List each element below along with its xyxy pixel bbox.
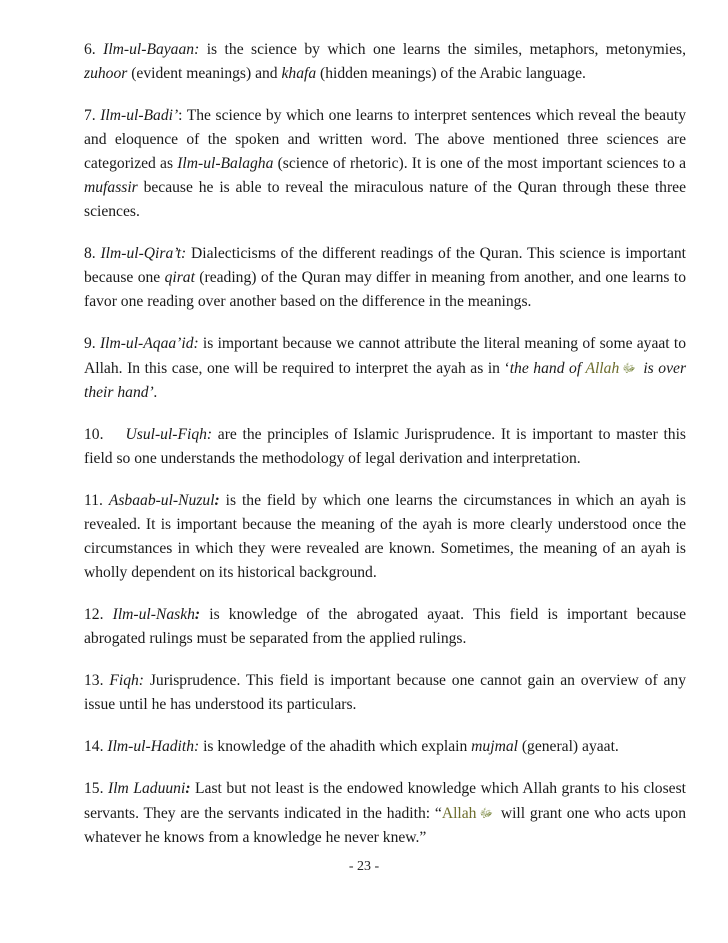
text-segment: are the principles of Islamic Jurisprudence. It is important to master this field so one understands the methodology of legal derivation and interpretation.	[84, 426, 686, 467]
paragraph-p9	[84, 332, 686, 405]
text-segment: 6.	[84, 41, 104, 58]
text-segment: is knowledge of the abrogated ayaat. This field is important because abrogated rulings must be separated from the applied rulings.	[84, 606, 686, 647]
text-segment: Asbaab-ul-Nuzul	[108, 492, 215, 509]
paragraph-p10	[84, 423, 686, 471]
text-segment: 10.	[84, 426, 104, 443]
text-segment: Ilm-ul-Hadith:	[107, 738, 200, 755]
text-segment: (hidden meanings) of the Arabic language.	[316, 65, 586, 82]
paragraph-p8	[84, 242, 686, 314]
page-body	[84, 38, 686, 868]
text-segment: Ilm-ul-Qira’t:	[100, 245, 187, 262]
honorific-glyph-icon: ﷻ	[622, 361, 636, 375]
paragraph-p6	[84, 38, 686, 86]
text-segment: 13.	[84, 672, 110, 689]
text-segment: is knowledge of the ahadith which explain	[199, 738, 472, 755]
text-segment: mufassir	[84, 179, 138, 196]
text-segment: Allah	[441, 805, 477, 822]
text-segment: Ilm-ul-Bayaan:	[103, 41, 200, 58]
text-segment: is the field by which one learns the circumstances in which an ayah is revealed. It is important because the meaning of the ayah is more clearly understood once the circumstances in which they were revealed are known. Sometimes, the meaning of an ayah is wholly dependent on its historical background.	[84, 492, 687, 581]
text-segment: is important because we cannot attribute the literal meaning of some ayaat to Allah. In this case, one will be required to interpret the ayah as in ‘	[84, 335, 687, 377]
text-segment: 14.	[84, 738, 108, 755]
text-segment: 9.	[84, 335, 100, 352]
text-segment: is over their hand’.	[84, 360, 687, 401]
text-segment: mujmal	[471, 738, 518, 755]
text-segment: (science of rhetoric). It is one of the most important sciences to a	[273, 155, 686, 172]
paragraph-p11	[84, 489, 686, 585]
paragraph-p7	[84, 104, 686, 224]
text-segment: Dialecticisms of the different readings of the Quran. This science is important because one	[84, 245, 687, 286]
text-segment: khafa	[281, 65, 317, 82]
text-segment: Ilm-ul-Badi’	[100, 107, 179, 124]
text-segment: (reading) of the Quran may differ in meaning from another, and one learns to favor one reading over another based on the difference in the meanings.	[84, 269, 686, 310]
text-segment: 12.	[84, 606, 113, 623]
text-segment: :	[194, 606, 201, 623]
text-segment: Ilm-ul-Balagha	[177, 155, 274, 172]
text-segment: (general) ayaat.	[517, 738, 619, 755]
text-segment: : The science by which one learns to interpret sentences which reveal the beauty and eloquence of the spoken and written word. The above mentioned three sciences are categorized as	[84, 107, 686, 172]
text-segment: Ilm Laduuni	[108, 780, 186, 797]
paragraph-p12	[84, 603, 686, 651]
honorific-glyph-icon: ﷻ	[479, 806, 494, 820]
text-segment: because he is able to reveal the miraculous nature of the Quran through these three sciences.	[84, 179, 686, 220]
text-segment: the hand of	[509, 360, 586, 377]
paragraph-p14	[84, 735, 686, 759]
text-segment: 15.	[84, 780, 109, 797]
text-segment: will grant one who acts upon whatever he knows from a knowledge he never knew.”	[84, 805, 686, 846]
text-segment: is the science by which one learns the similes, metaphors, metonymies,	[199, 41, 687, 58]
text-segment: :	[214, 492, 220, 509]
paragraph-p15	[84, 777, 686, 850]
text-segment: Ilm-ul-Aqaa’id:	[99, 335, 199, 352]
text-segment: Jurisprudence. This field is important because one cannot gain an overview of any issue until he has understood its particulars.	[84, 672, 687, 713]
text-segment: Last but not least is the endowed knowledge which Allah grants to his closest servants. They are the servants indicated in the hadith: “	[84, 780, 686, 822]
text-segment: qirat	[164, 269, 195, 286]
text-segment: :	[185, 780, 191, 797]
paragraph-p13	[84, 669, 686, 717]
text-segment: (evident meanings) and	[127, 65, 282, 82]
text-segment: Allah	[585, 360, 620, 377]
text-segment: 11.	[84, 492, 109, 509]
page-number: - 23 -	[348, 859, 380, 874]
text-segment: 7.	[84, 107, 101, 124]
text-segment: Fiqh:	[109, 672, 144, 689]
text-segment: zuhoor	[84, 65, 128, 82]
text-segment: Ilm-ul-Naskh	[112, 606, 195, 623]
text-segment: 8.	[84, 245, 101, 262]
text-segment: Usul-ul-Fiqh:	[125, 426, 213, 443]
